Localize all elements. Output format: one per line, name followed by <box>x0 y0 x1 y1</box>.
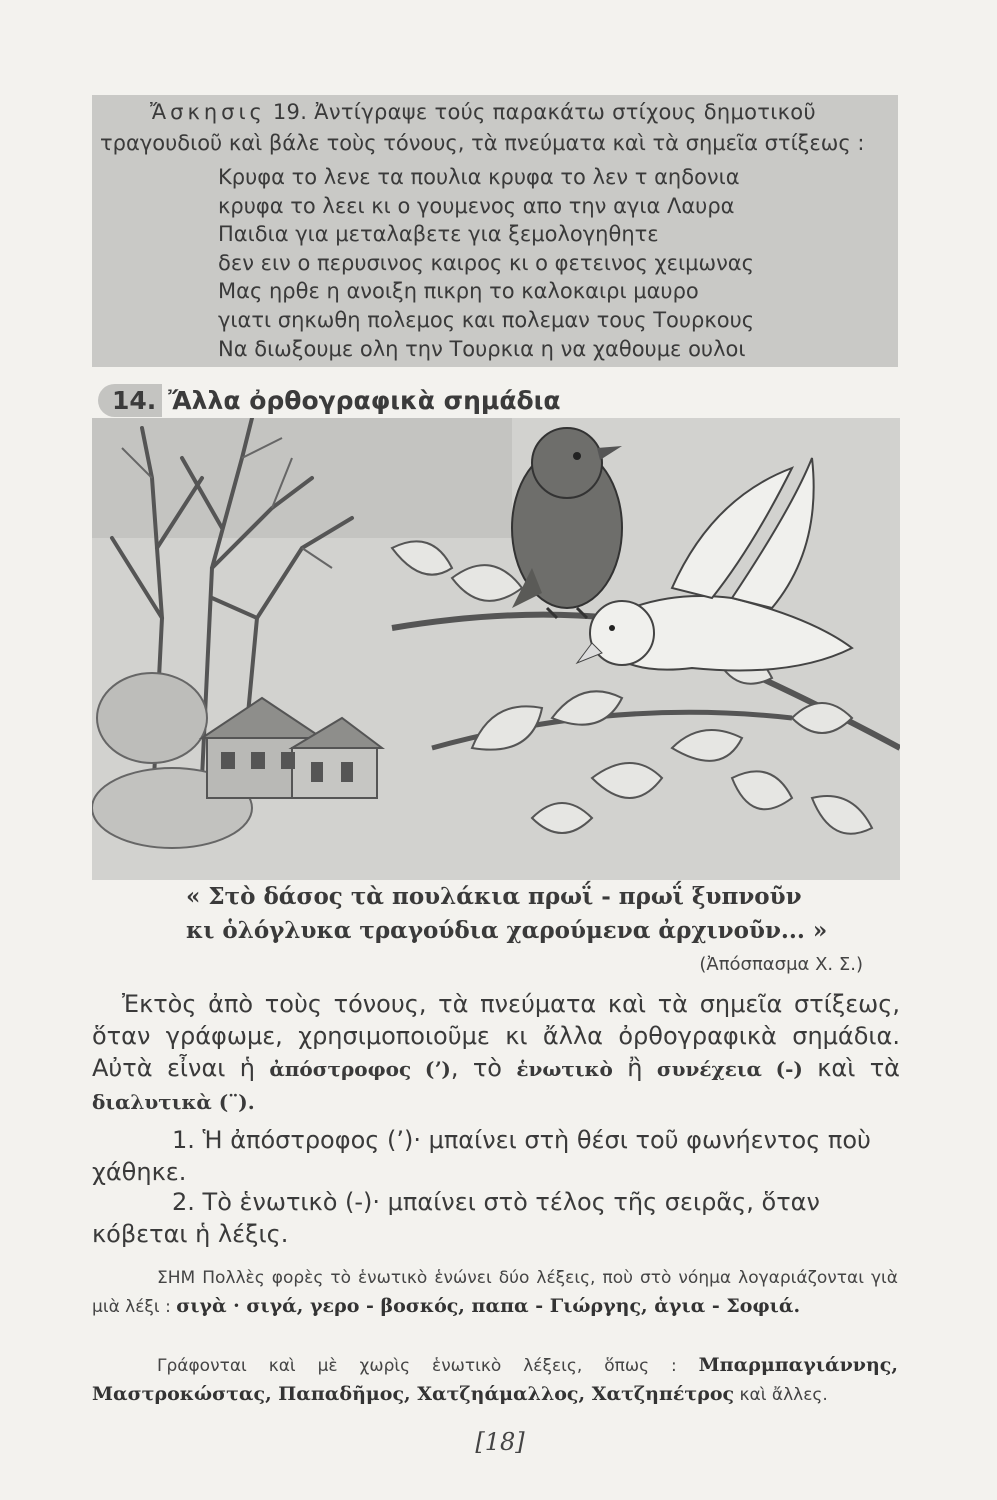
rule-apostrophe: 1. Ἡ ἀπόστροφος (ʼ)· μπαίνει στὴ θέσι τοῦ φωνήεντος ποὺ χάθηκε. <box>92 1126 871 1186</box>
note-no-hyphen <box>92 1351 898 1409</box>
term-apostrophe: ἀπόστροφος (ʼ) <box>269 1057 451 1081</box>
term-hyphen: ἑνωτικὸ <box>516 1057 613 1081</box>
paragraph-text: , τὸ <box>450 1054 517 1082</box>
note-examples: Μπαρμπαγιάννης, Μαστροκώστας, Παπαδῆμος, Χατζηάμαλλος, Χατζηπέτρος <box>92 1354 898 1405</box>
paragraph-text: καὶ τὰ <box>802 1054 900 1082</box>
section-title: Ἄλλα ὀρθογραφικὰ σημάδια <box>168 385 561 415</box>
section-heading <box>98 380 561 420</box>
quote-line: κι ὁλόγλυκα τραγούδια χαρούμενα ἀρχινοῦν... » <box>186 917 828 944</box>
note-text: καὶ ἄλλες. <box>734 1385 828 1405</box>
birds-illustration <box>92 418 900 880</box>
note-examples: σιγὰ · σιγά, γερο - βοσκός, παπα - Γιώργης, ἁγια - Σοφιά. <box>176 1295 801 1317</box>
page-number: [18] <box>475 1428 525 1456</box>
term-continuation: συνέχεια (-) <box>656 1057 803 1081</box>
term-diaeresis: διαλυτικὰ (¨). <box>92 1090 255 1114</box>
note-text: Πολλὲς φορὲς τὸ ἑνωτικὸ ἑνώνει δύο λέξεις, ποὺ στὸ νόημα λογαριάζονται γιὰ μιὰ λέξι : <box>92 1268 898 1317</box>
poem-line: γιατι σηκωθη πολεμος και πολεμαν τους Τουρκους <box>218 307 755 332</box>
poem-verses <box>218 163 838 363</box>
poem-line: Να διωξουμε ολη την Τουρκια η να χαθουμε ουλοι <box>218 336 746 361</box>
poem-quote <box>186 880 906 948</box>
intro-paragraph <box>92 988 900 1118</box>
poem-line: Μας ηρθε η ανοιξη πικρη το καλοκαιρι μαυρο <box>218 279 699 304</box>
exercise-number: 19. <box>272 100 308 124</box>
note-text: Γράφονται καὶ μὲ χωρὶς ἑνωτικὸ λέξεις, ὅπως : <box>157 1356 699 1376</box>
poem-line: δεν ειν ο περυσινος καιρος κι ο φετεινος χειμωνας <box>218 250 754 275</box>
exercise-instruction-2: τραγουδιοῦ καὶ βάλε τοὺς τόνους, τὰ πνεύματα καὶ τὰ σημεῖα στίξεως : <box>100 131 865 155</box>
poem-line: κρυφα το λεει κι ο γουμενος απο την αγια Λαυρα <box>218 193 735 218</box>
poem-line: Παιδια για μεταλαβετε για ξεμολογηθητε <box>218 222 659 247</box>
paragraph-text: Ἐκτὸς ἀπὸ τοὺς τόνους, τὰ πνεύματα καὶ τὰ σημεῖα στίξεως, ὅταν γράφωμε, χρησιμοποιοῦμε κι ἄλλα ὀρθογραφικὰ σημάδια. Αὐτὰ εἶναι ἡ <box>92 990 900 1082</box>
exercise-label: Ἄσκησις <box>150 100 266 124</box>
note-hyphen-compounds <box>92 1264 898 1321</box>
poem-line: Κρυφα το λενε τα πουλια κρυφα το λεν τ αηδονια <box>218 165 740 189</box>
note-label: ΣΗΜ <box>157 1268 196 1288</box>
quote-line: « Στὸ δάσος τὰ πουλάκια πρωΐ - πρωΐ ξυπνοῦν <box>186 883 802 910</box>
exercise-instruction-1: Ἀντίγραψε τούς παρακάτω στίχους δημοτικοῦ <box>314 100 816 124</box>
exercise-heading <box>150 100 910 124</box>
quote-source: (Ἀπόσπασμα Χ. Σ.) <box>699 954 863 975</box>
rule-hyphen: 2. Τὸ ἑνωτικὸ (-)· μπαίνει στὸ τέλος τῆς σειρᾶς, ὅταν κόβεται ἡ λέξις. <box>92 1188 820 1248</box>
paragraph-text: ἢ <box>612 1054 657 1082</box>
section-number: 14. <box>98 384 162 417</box>
